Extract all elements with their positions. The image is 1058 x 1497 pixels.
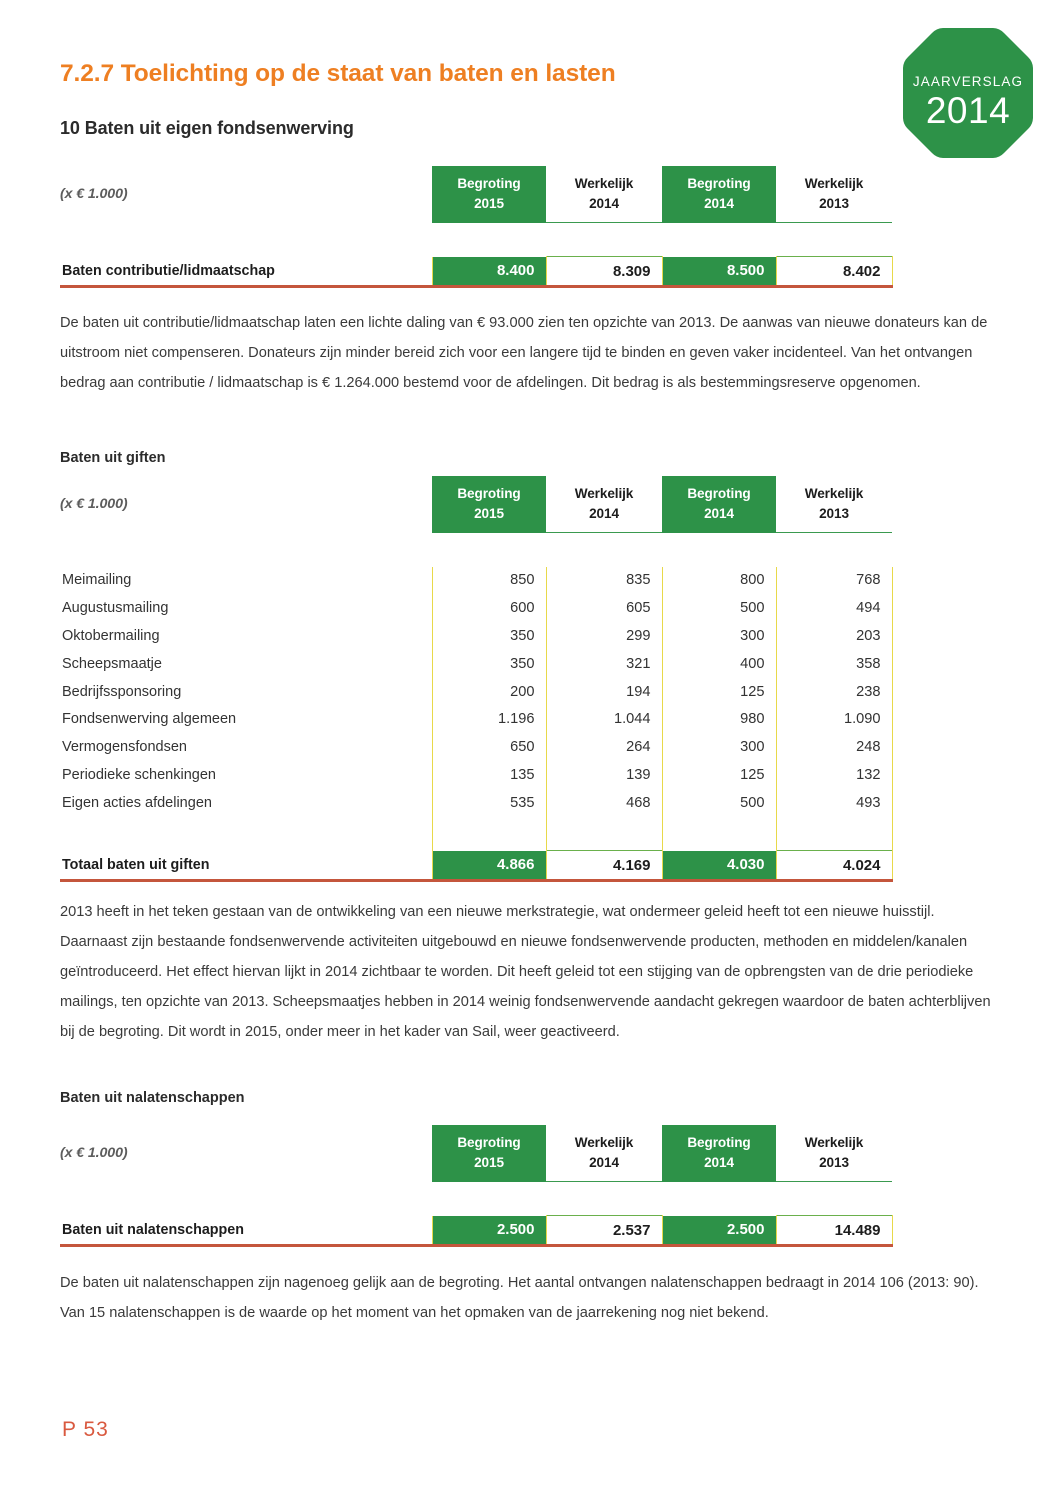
row-value: 468 [546,789,662,817]
jaarverslag-logo [899,24,1037,164]
table-row [60,705,892,733]
row-value: 203 [776,622,892,650]
total-value: 4.866 [432,851,546,881]
row-value: 125 [662,678,776,706]
total-value: 4.024 [776,851,892,881]
column-header-begroting-2014 [662,166,776,223]
row-label: Vermogensfondsen [62,739,187,756]
row-value: 1.196 [432,705,546,733]
row-value: 200 [432,678,546,706]
column-header-werkelijk-2014 [546,1125,662,1182]
table-total-row [60,1216,892,1246]
total-value: 2.500 [662,1216,776,1246]
spacer-cell [432,533,546,567]
total-value: 8.500 [662,257,776,287]
table-baten-uit-giften [60,476,893,882]
row-value: 605 [546,594,662,622]
total-label: Totaal baten uit giften [60,851,432,881]
header-bottom: 2014 [589,506,619,521]
spacer-cell [776,817,892,851]
row-value: 535 [432,789,546,817]
header-bottom: 2014 [704,196,734,212]
unit-label: (x € 1.000) [60,186,128,203]
table-row [60,567,892,595]
page-number: P 53 [62,1418,109,1441]
column-header-begroting-2015 [432,476,546,533]
row-value: 132 [776,761,892,789]
row-label: Bedrijfssponsoring [62,683,182,700]
row-label: Eigen acties afdelingen [62,794,212,811]
table-header-row [60,166,892,223]
row-value: 350 [432,622,546,650]
spacer-cell [546,533,662,567]
row-value: 238 [776,678,892,706]
row-value: 248 [776,733,892,761]
spacer-cell [662,817,776,851]
row-value: 1.044 [546,705,662,733]
header-bottom: 2013 [819,1155,849,1170]
column-header-begroting-2015 [432,1125,546,1182]
spacer-cell [546,1182,662,1216]
table-row [60,761,892,789]
total-value: 8.400 [432,257,546,287]
row-value: 264 [546,733,662,761]
row-value: 800 [662,567,776,595]
paragraph-giften: 2013 heeft in het teken gestaan van de ontwikkeling van een nieuwe merkstrategie, wat ondermeer geleid heeft tot een nieuwe huisstijl. Daarnaast zijn bestaande fondsenwervende activiteiten uitgebouwd en nieuwe fondsenwervende producten, methoden en middelen/kanalen geïntroduceerd. Het effect hiervan lijkt in 2014 zichtbaar te worden. Dit heeft geleid tot een stijging van de opbrengsten van de drie periodieke mailings, ten opzichte van 2013. Scheepsmaatjes hebben in 2014 weinig fondsenwervende aandacht gekregen waardoor de baten achterblijven bij de begroting. Dit wordt in 2015, onder meer in het kader van Sail, weer geactiveerd. [60,904,991,1040]
row-value: 850 [432,567,546,595]
header-top: Begroting [687,176,751,192]
row-label: Fondsenwerving algemeen [62,711,237,728]
spacer-cell [60,223,432,257]
spacer-cell [776,533,892,567]
spacer-cell [776,1182,892,1216]
column-header-begroting-2014 [662,1125,776,1182]
table-spacer-row [60,1182,892,1216]
header-bottom: 2013 [819,506,849,521]
header-top: Begroting [457,176,521,192]
column-header-werkelijk-2013 [776,476,892,533]
table-row [60,678,892,706]
row-value: 135 [432,761,546,789]
row-value: 493 [776,789,892,817]
header-bottom: 2015 [474,506,504,522]
table-row [60,622,892,650]
column-header-begroting-2015 [432,166,546,223]
column-header-werkelijk-2014 [546,166,662,223]
header-top: Begroting [687,486,751,502]
header-top: Werkelijk [574,486,634,501]
header-top: Begroting [457,486,521,502]
table-gap-row [60,817,892,851]
unit-label: (x € 1.000) [60,496,128,513]
header-top: Begroting [457,1135,521,1151]
header-bottom: 2014 [589,196,619,211]
row-value: 300 [662,733,776,761]
header-bottom: 2013 [819,196,849,211]
row-value: 358 [776,650,892,678]
column-header-begroting-2014 [662,476,776,533]
row-value: 500 [662,789,776,817]
row-value: 768 [776,567,892,595]
header-top: Begroting [687,1135,751,1151]
row-value: 139 [546,761,662,789]
header-top: Werkelijk [804,1135,864,1150]
row-value: 980 [662,705,776,733]
spacer-cell [662,1182,776,1216]
row-label: Oktobermailing [62,627,160,644]
spacer-cell [546,817,662,851]
header-bottom: 2014 [589,1155,619,1170]
column-header-werkelijk-2013 [776,1125,892,1182]
spacer-cell [60,1182,432,1216]
total-value: 4.169 [546,851,662,881]
row-label: Periodieke schenkingen [62,766,216,783]
row-value: 494 [776,594,892,622]
row-value: 650 [432,733,546,761]
table-contributie-lidmaatschap [60,166,893,288]
table-nalatenschappen-title: Baten uit nalatenschappen [60,1090,245,1106]
total-value: 4.030 [662,851,776,881]
header-top: Werkelijk [804,176,864,191]
column-header-werkelijk-2014 [546,476,662,533]
row-value: 1.090 [776,705,892,733]
paragraph-contributie: De baten uit contributie/lidmaatschap laten een lichte daling van € 93.000 zien ten opzichte van 2013. De aanwas van nieuwe donateurs kan de uitstroom niet compenseren. Donateurs zijn minder bereid zich voor een langere tijd te binden en geven vaker incidenteel. Van het ontvangen bedrag aan contributie / lidmaatschap is € 1.264.000 bestemd voor de afdelingen. Dit bedrag is als bestemmingsreserve opgenomen. [60,315,988,391]
row-value: 300 [662,622,776,650]
table-row [60,789,892,817]
spacer-cell [432,1182,546,1216]
total-label: Baten contributie/lidmaatschap [60,257,432,287]
spacer-cell [432,223,546,257]
total-value: 2.537 [546,1216,662,1246]
spacer-cell [546,223,662,257]
row-value: 835 [546,567,662,595]
header-top: Werkelijk [804,486,864,501]
spacer-cell [662,223,776,257]
table-spacer-row [60,223,892,257]
row-value: 299 [546,622,662,650]
paragraph-nalatenschappen: De baten uit nalatenschappen zijn nagenoeg gelijk aan de begroting. Het aantal ontvangen nalatenschappen bedraagt in 2014 106 (2013: 90). Van 15 nalatenschappen is de waarde op het moment van het opmaken van de jaarrekening nog niet bekend. [60,1275,979,1321]
row-value: 350 [432,650,546,678]
row-value: 125 [662,761,776,789]
column-header-werkelijk-2013 [776,166,892,223]
table-row [60,733,892,761]
subsection-title: 10 Baten uit eigen fondsenwerving [60,118,354,138]
table-total-row [60,257,892,287]
unit-label: (x € 1.000) [60,1145,128,1162]
table-header-row [60,1125,892,1182]
logo-label: JAARVERSLAG [912,74,1024,89]
total-value: 2.500 [432,1216,546,1246]
row-value: 500 [662,594,776,622]
total-value: 8.309 [546,257,662,287]
row-label: Augustusmailing [62,600,169,617]
spacer-cell [60,533,432,567]
table-spacer-row [60,533,892,567]
row-label: Scheepsmaatje [62,655,162,672]
header-top: Werkelijk [574,176,634,191]
row-label: Meimailing [62,572,132,589]
header-bottom: 2014 [704,506,734,522]
spacer-cell [432,817,546,851]
spacer-cell [776,223,892,257]
logo-year: 2014 [925,90,1011,131]
total-value: 14.489 [776,1216,892,1246]
total-value: 8.402 [776,257,892,287]
page-title: 7.2.7 Toelichting op de staat van baten en lasten [60,60,616,87]
header-top: Werkelijk [574,1135,634,1150]
table-giften-title: Baten uit giften [60,450,166,466]
table-baten-uit-nalatenschappen [60,1125,893,1247]
header-bottom: 2014 [704,1155,734,1171]
table-row [60,594,892,622]
row-value: 400 [662,650,776,678]
row-value: 194 [546,678,662,706]
spacer-cell [60,817,432,851]
table-total-row [60,851,892,881]
header-bottom: 2015 [474,196,504,212]
row-value: 600 [432,594,546,622]
header-bottom: 2015 [474,1155,504,1171]
table-row [60,650,892,678]
total-label: Baten uit nalatenschappen [60,1216,432,1246]
spacer-cell [662,533,776,567]
table-header-row [60,476,892,533]
row-value: 321 [546,650,662,678]
